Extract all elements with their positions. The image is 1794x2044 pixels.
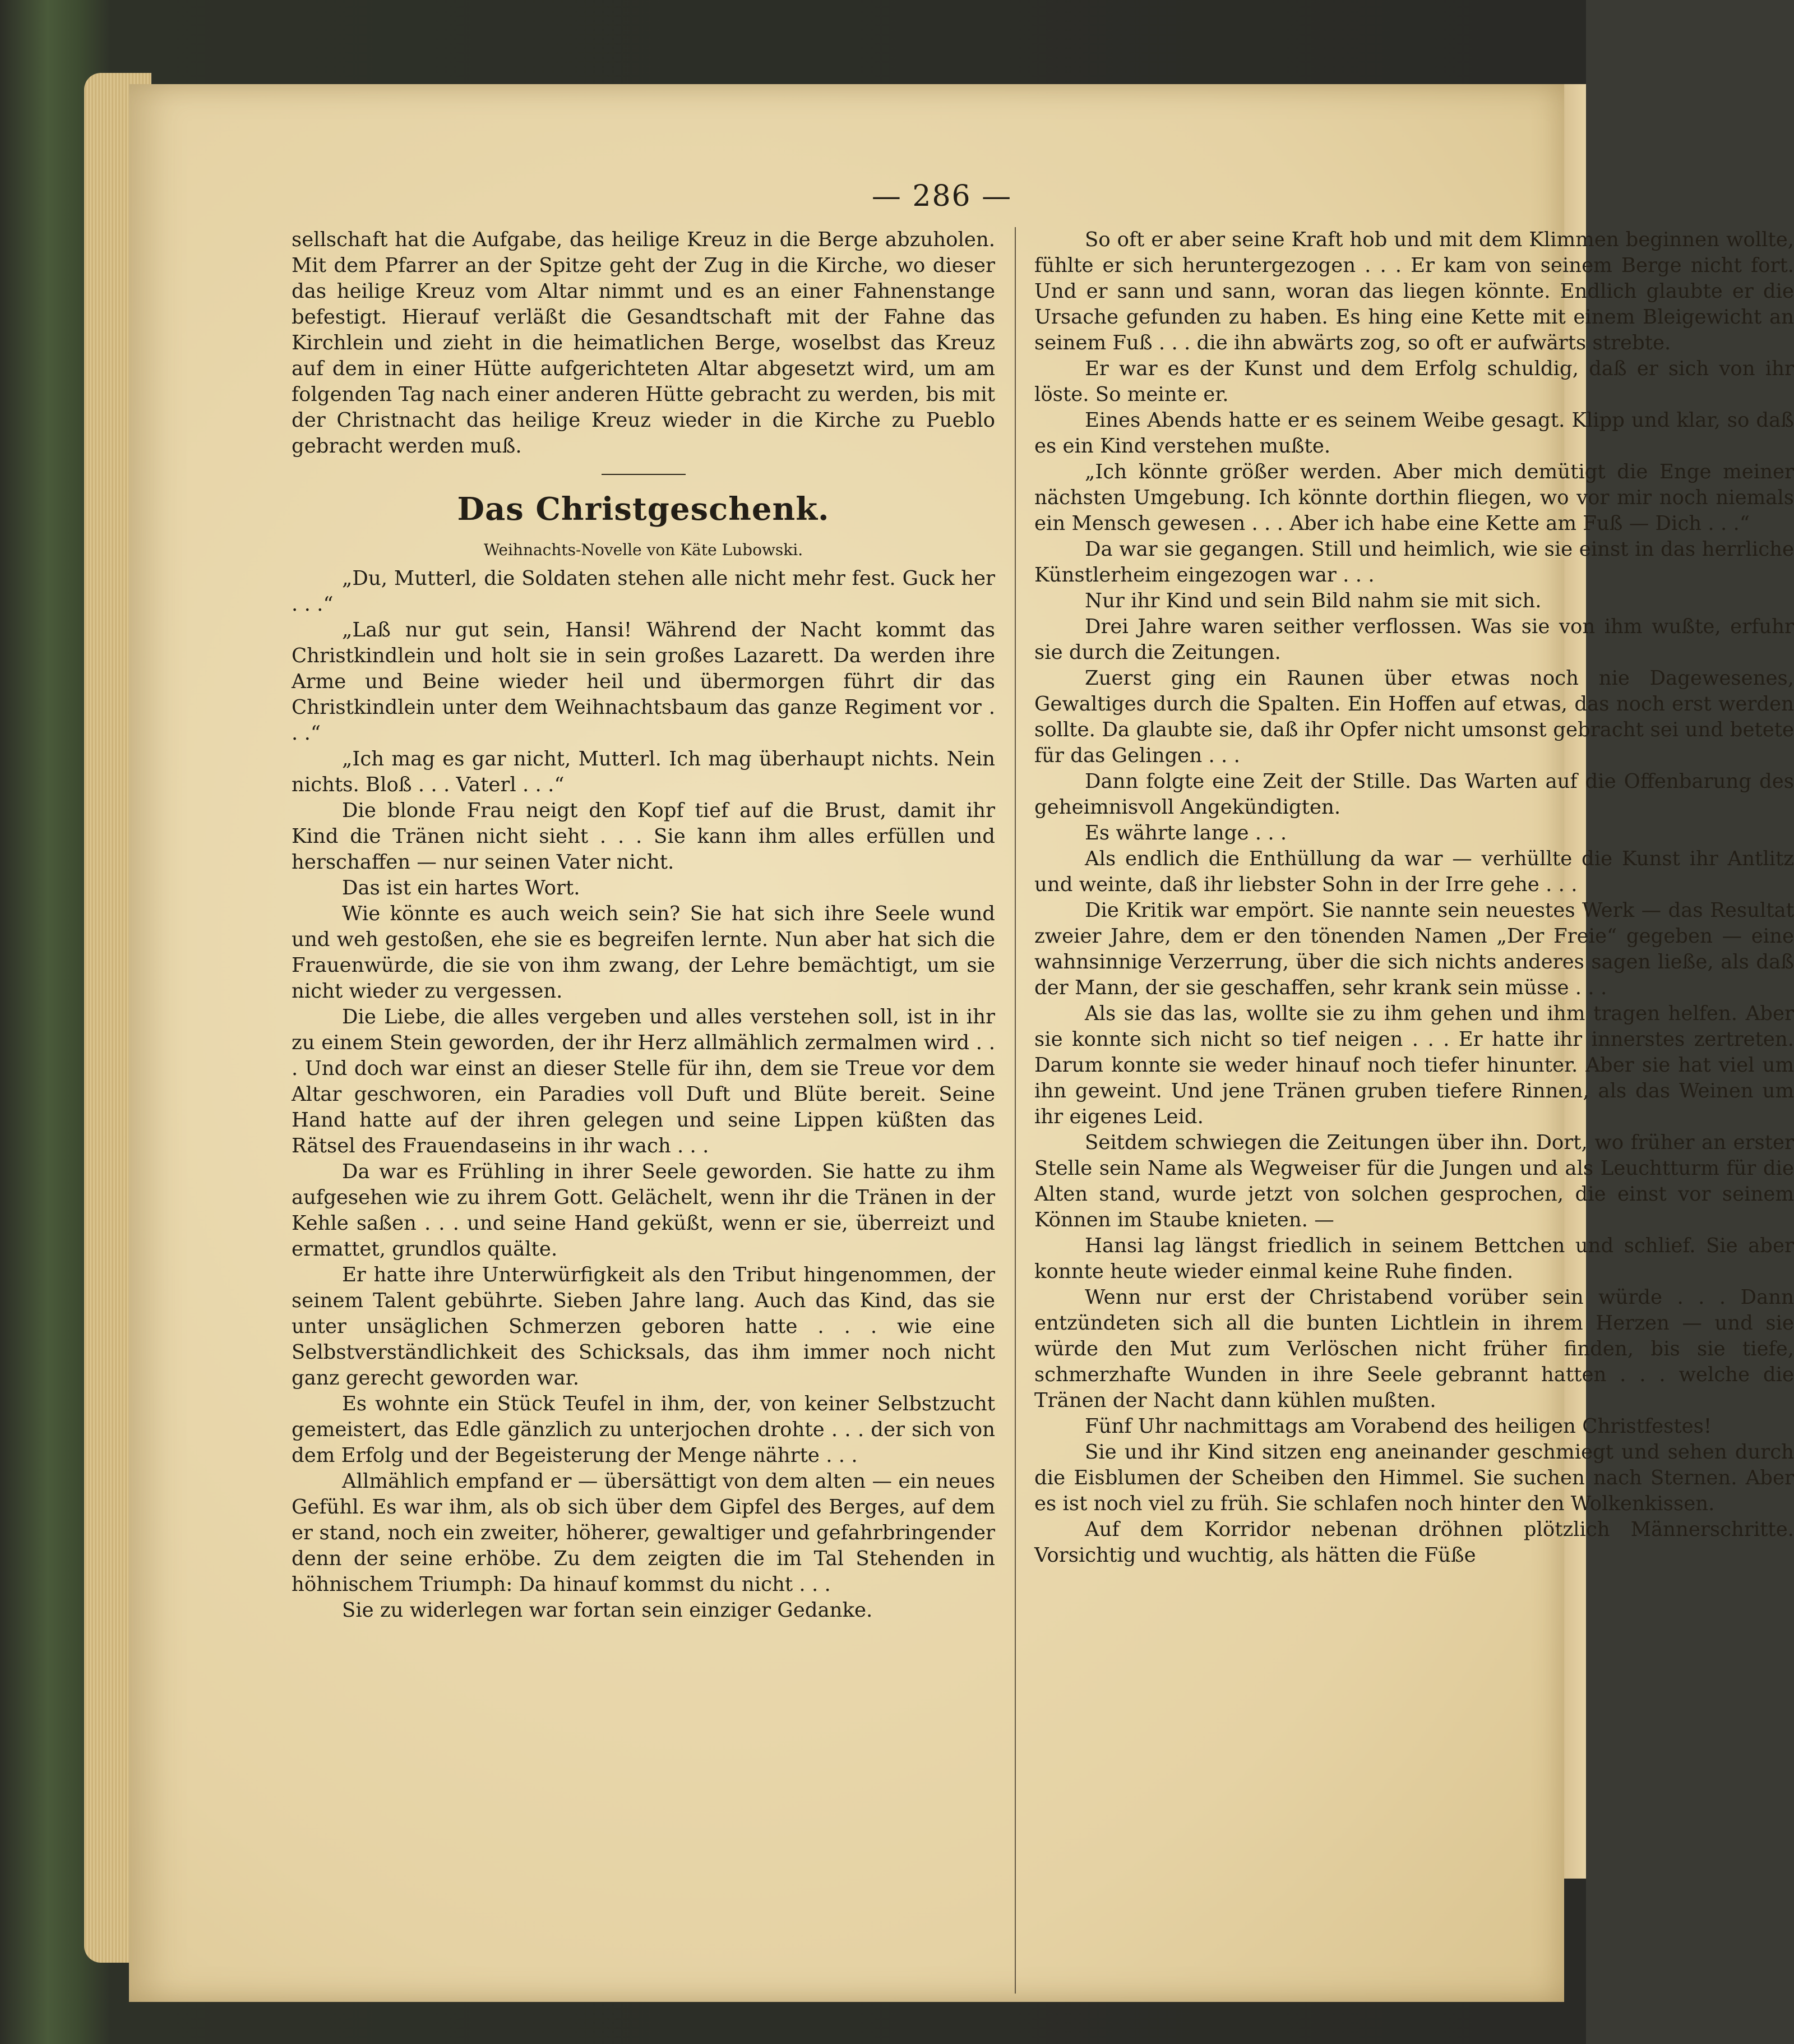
paragraph: Die Kritik war empört. Sie nannte sein neuestes Werk — das Resultat zweier Jahre, dem er den tönenden Namen „Der Freie“ gegeben — eine wahnsinnige Verzerrung, über die sich nichts anderes sagen ließe, als daß der Mann, der sie geschaffen, sehr krank sein müsse . . . (1034, 899, 1794, 999)
paragraph: Es wohnte ein Stück Teufel in ihm, der, von keiner Selbstzucht gemeistert, das Edle gänzlich zu unterjochen drohte . . . der sich von dem Erfolg und der Begeisterung der Menge nährte . . . (292, 1392, 995, 1467)
paragraph: So oft er aber seine Kraft hob und mit dem Klimmen beginnen wollte, fühlte er sich heruntergezogen . . . Er kam von seinem Berge nicht fort. Und er sann und sann, woran das liegen könnte. Endlich glaubte er die Ursache gefunden zu haben. Es hing eine Kette mit einem Bleigewicht an seinem Fuß . . . die ihn abwärts zog, so oft er aufwärts strebte. (1034, 228, 1794, 354)
paragraph: Er war es der Kunst und dem Erfolg schuldig, daß er sich von ihr löste. So meinte er. (1034, 357, 1794, 406)
paragraph: Wenn nur erst der Christabend vorüber sein würde . . . Dann entzündeten sich all die bunten Lichtlein in ihrem Herzen — und sie würde den Mut zum Verlöschen nicht früher finden, bis sie tiefe, schmerzhafte Wunden in ihre Seele gebrannt hatten . . . welche die Tränen der Nacht dann kühlen mußten. (1034, 1286, 1794, 1412)
paragraph: Sie und ihr Kind sitzen eng aneinander geschmiegt und sehen durch die Eisblumen der Scheiben den Himmel. Sie suchen nach Sternen. Aber es ist noch viel zu früh. Sie schlafen noch hinter den Wolkenkissen. (1034, 1441, 1794, 1515)
right-column (1034, 227, 1794, 1568)
paragraph: „Du, Mutterl, die Soldaten stehen alle nicht mehr fest. Guck her . . .“ (292, 567, 995, 616)
paragraph: Auf dem Korridor nebenan dröhnen plötzlich Männerschritte. Vorsichtig und wuchtig, als hätten die Füße (1034, 1518, 1794, 1567)
left-column (292, 227, 995, 1623)
paragraph: Da war es Frühling in ihrer Seele geworden. Sie hatte zu ihm aufgesehen wie zu ihrem Gott. Gelächelt, wenn ihr die Tränen in der Kehle saßen . . . und seine Hand geküßt, wenn er sie, überreizt und ermattet, grundlos quälte. (292, 1160, 995, 1261)
paragraph: Seitdem schwiegen die Zeitungen über ihn. Dort, wo früher an erster Stelle sein Name als Wegweiser für die Jungen und als Leuchtturm für die Alten stand, wurde jetzt von solchen gesprochen, die einst vor seinem Können im Staube knieten. — (1034, 1131, 1794, 1231)
story-title: Das Christgeschenk. (457, 491, 830, 528)
paragraph: Zuerst ging ein Raunen über etwas noch nie Dagewesenes, Gewaltiges durch die Spalten. Ein Hoffen auf etwas, das noch erst werden sollte. Da glaubte sie, daß ihr Opfer nicht umsonst gebracht sei und betete für das Gelingen . . . (1034, 667, 1794, 767)
paragraph: Allmählich empfand er — übersättigt von dem alten — ein neues Gefühl. Es war ihm, als ob sich über dem Gipfel des Berges, auf dem er stand, noch ein zweiter, höherer, gewaltiger und gefahrbringender denn der seine erhöbe. Zu dem zeigten die im Tal Stehenden in höhnischem Triumph: Da hinauf kommst du nicht . . . (292, 1470, 995, 1596)
paragraph: Die Liebe, die alles vergeben und alles verstehen soll, ist in ihr zu einem Stein geworden, der ihr Herz allmählich zermalmen wird . . . Und doch war einst an dieser Stelle für ihn, dem sie Treue vor dem Altar geschworen, ein Paradies voll Duft und Blüte bereit. Seine Hand hatte auf der ihren gelegen und seine Lippen küßten das Rätsel des Frauendaseins in ihr wach . . . (292, 1005, 995, 1157)
section-divider (602, 474, 686, 475)
column-divider (1015, 227, 1016, 1994)
paragraph: Sie zu widerlegen war fortan sein einziger Gedanke. (342, 1599, 873, 1622)
paragraph: Wie könnte es auch weich sein? Sie hat sich ihre Seele wund und weh gestoßen, ehe sie es begreifen lernte. Nun aber hat sich die Frauenwürde, die sie von ihm zwang, der Lehre bemächtigt, um sie nicht wieder zu vergessen. (292, 902, 995, 1003)
paragraph: Drei Jahre waren seither verflossen. Was sie von ihm wußte, erfuhr sie durch die Zeitungen. (1034, 615, 1794, 664)
paragraph: Als endlich die Enthüllung da war — verhüllte die Kunst ihr Antlitz und weinte, daß ihr liebster Sohn in der Irre gehe . . . (1034, 847, 1794, 896)
paragraph: „Laß nur gut sein, Hansi! Während der Nacht kommt das Christkindlein und holt sie in sein großes Lazarett. Da werden ihre Arme und Beine wieder heil und übermorgen führt dir das Christkindlein unter dem Weihnachtsbaum das ganze Regiment vor . . .“ (292, 619, 995, 745)
paragraph: Es währte lange . . . (1085, 822, 1287, 845)
paragraph: Das ist ein hartes Wort. (342, 876, 580, 899)
paragraph: Hansi lag längst friedlich in seinem Bettchen und schlief. Sie aber konnte heute wieder einmal keine Ruhe finden. (1034, 1234, 1794, 1283)
paragraph: Eines Abends hatte er es seinem Weibe gesagt. Klipp und klar, so daß es ein Kind verstehen mußte. (1034, 409, 1794, 458)
paragraph: Dann folgte eine Zeit der Stille. Das Warten auf die Offenbarung des geheimnisvoll Angekündigten. (1034, 770, 1794, 819)
book-page (129, 84, 1794, 2002)
paragraph: Da war sie gegangen. Still und heimlich, wie sie einst in das herrliche Künstlerheim eingezogen war . . . (1034, 538, 1794, 587)
paragraph: „Ich mag es gar nicht, Mutterl. Ich mag überhaupt nichts. Nein nichts. Bloß . . . Vaterl . . .“ (292, 748, 995, 796)
paragraph: „Ich könnte größer werden. Aber mich demütigt die Enge meiner nächsten Umgebung. Ich könnte dorthin fliegen, wo vor mir noch niemals ein Mensch gewesen . . . Aber ich habe eine Kette am Fuß — Dich . . .“ (1034, 460, 1794, 535)
paragraph: Er hatte ihre Unterwürfigkeit als den Tribut hingenommen, der seinem Talent gebührte. Sieben Jahre lang. Auch das Kind, das sie unter unsäglichen Schmerzen geboren hatte . . . wie eine Selbstverständlichkeit des Schicksals, das ihm immer noch nicht ganz gerecht geworden war. (292, 1263, 995, 1390)
paragraph: Fünf Uhr nachmittags am Vorabend des heiligen Christfestes! (1085, 1415, 1712, 1438)
paragraph: Die blonde Frau neigt den Kopf tief auf die Brust, damit ihr Kind die Tränen nicht sieht . . . Sie kann ihm alles erfüllen und herschaffen — nur seinen Vater nicht. (292, 799, 995, 874)
paragraph: Nur ihr Kind und sein Bild nahm sie mit sich. (1085, 589, 1542, 612)
paragraph: sellschaft hat die Aufgabe, das heilige Kreuz in die Berge abzuholen. Mit dem Pfarrer an der Spitze geht der Zug in die Kirche, wo dieser das heilige Kreuz vom Altar nimmt und es an einer Fahnenstange befestigt. Hierauf verläßt die Gesandtschaft mit der Fahne das Kirchlein und zieht in die heimatlichen Berge, woselbst das Kreuz auf dem in einer Hütte aufgerichteten Altar abgesetzt wird, um am folgenden Tag nach einer anderen Hütte gebracht zu werden, bis mit der Christnacht das heilige Kreuz wieder in die Kirche zu Pueblo gebracht werden muß. (292, 228, 995, 458)
page-number: — 286 — (871, 179, 1012, 213)
story-byline: Weihnachts-Novelle von Käte Lubowski. (483, 541, 803, 559)
paragraph: Als sie das las, wollte sie zu ihm gehen und ihm tragen helfen. Aber sie konnte sich nicht so tief neigen . . . Er hatte ihr innerstes zertreten. Darum konnte sie weder hinauf noch tiefer hinunter. Aber sie hat viel um ihn geweint. Und jene Tränen gruben tiefere Rinnen, als das Weinen um ihr eigenes Leid. (1034, 1002, 1794, 1128)
